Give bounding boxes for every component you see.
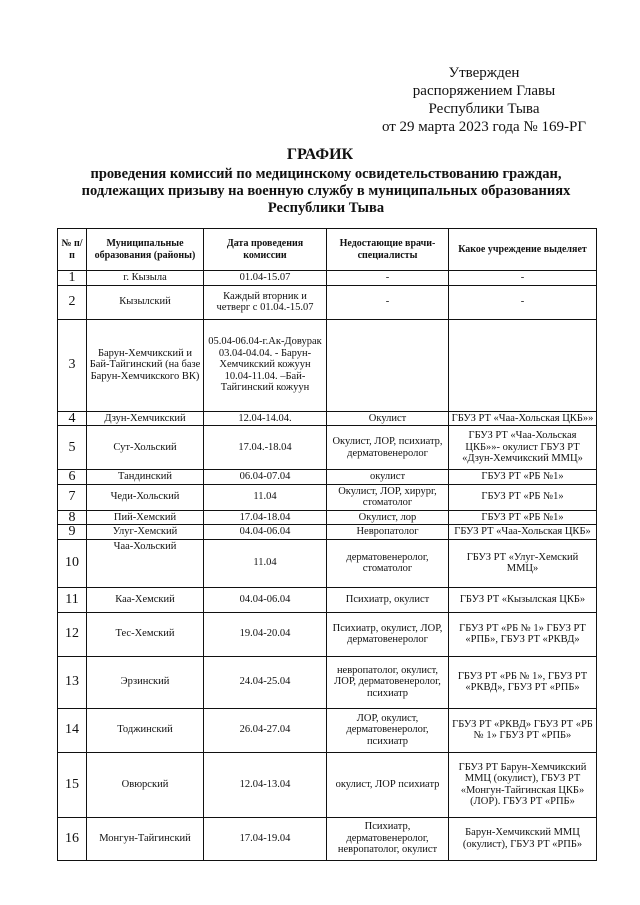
cell-date: 12.04-13.04 [204,752,327,817]
cell-municipality: г. Кызыла [87,271,204,286]
cell-missing: Психиатр, окулист [327,587,449,612]
cell-missing: - [327,271,449,286]
cell-num: 11 [58,587,87,612]
table-row [58,525,597,540]
cell-date: 26.04-27.04 [204,708,327,752]
table-row [58,817,597,860]
cell-municipality: Чаа-Хольский [87,539,204,587]
cell-date: Каждый вторник и четверг с 01.04.-15.07 [204,285,327,319]
cell-missing: Окулист, ЛОР, психиатр, дерматовенеролог [327,426,449,470]
cell-num: 16 [58,817,87,860]
cell-municipality: Барун-Хемчикский и Бай-Тайгинский (на базе Барун-Хемчикского ВК) [87,319,204,411]
table-row [58,411,597,426]
table-row [58,470,597,485]
approval-line-1: Утвержден [448,65,520,81]
cell-missing: Психиатр, дерматовенеролог, невропатолог, окулист [327,817,449,860]
cell-municipality: Монгун-Тайгинский [87,817,204,860]
table-row [58,285,597,319]
cell-num: 3 [58,319,87,411]
cell-num: 4 [58,411,87,426]
cell-institution [449,319,597,411]
cell-num: 2 [58,285,87,319]
cell-missing: Окулист, лор [327,510,449,525]
cell-date: 17.04-18.04 [204,510,327,525]
cell-date: 24.04-25.04 [204,656,327,708]
cell-missing: Невропатолог [327,525,449,540]
table-row [58,612,597,656]
cell-municipality: Сут-Хольский [87,426,204,470]
approval-line-4: от 29 марта 2023 года № 169-РГ [381,119,586,135]
cell-missing [327,319,449,411]
cell-institution: - [449,271,597,286]
cell-institution: ГБУЗ РТ «РБ № 1», ГБУЗ РТ «РКВД», ГБУЗ РТ «РПБ» [449,656,597,708]
cell-date: 04.04-06.04 [204,525,327,540]
cell-missing: окулист, ЛОР психиатр [327,752,449,817]
table-row [58,510,597,525]
cell-missing: окулист [327,470,449,485]
header-missing-doctors: Недостающие врачи-специалисты [327,229,449,271]
cell-institution: ГБУЗ РТ «Чаа-Хольская ЦКБ»» [449,411,597,426]
cell-municipality: Дзун-Хемчикский [87,411,204,426]
cell-municipality: Тес-Хемский [87,612,204,656]
cell-missing: Окулист, ЛОР, хирург, стоматолог [327,484,449,510]
cell-institution: ГБУЗ РТ Барун-Хемчикский ММЦ (окулист), ГБУЗ РТ «Монгун-Тайгинская ЦКБ» (ЛОР). ГБУЗ РТ «РПБ» [449,752,597,817]
table-row [58,708,597,752]
cell-num: 10 [58,539,87,587]
header-municipality: Муниципальные образования (районы) [87,229,204,271]
table-row [58,656,597,708]
cell-institution: ГБУЗ РТ «Чаа-Хольская ЦКБ»»- окулист ГБУЗ РТ «Дзун-Хемчикский ММЦ» [449,426,597,470]
cell-institution: Барун-Хемчикский ММЦ (окулист), ГБУЗ РТ «РПБ» [449,817,597,860]
cell-date: 12.04-14.04. [204,411,327,426]
table-row [58,319,597,411]
table-row [58,271,597,286]
cell-num: 12 [58,612,87,656]
cell-date: 19.04-20.04 [204,612,327,656]
cell-municipality: Эрзинский [87,656,204,708]
cell-institution: ГБУЗ РТ «Чаа-Хольская ЦКБ» [449,525,597,540]
cell-num: 14 [58,708,87,752]
cell-num: 9 [58,525,87,540]
document-subtitle: проведения комиссий по медицинскому освидетельствованию граждан, подлежащих призыву на военную службу в муниципальных образованиях Республики Тыва [81,166,571,216]
cell-municipality: Тоджинский [87,708,204,752]
table-header-row [58,229,597,271]
cell-institution: ГБУЗ РТ «РБ №1» [449,510,597,525]
cell-missing: ЛОР, окулист, дерматовенеролог, психиатр [327,708,449,752]
cell-num: 5 [58,426,87,470]
schedule-table [57,228,597,861]
table-row [58,752,597,817]
cell-municipality: Тандинский [87,470,204,485]
cell-date: 11.04 [204,484,327,510]
cell-date: 05.04-06.04-г.Ак-Довурак 03.04-04.04. - Барун-Хемчикский кожуун 10.04-11.04. –Бай-Тайгинский кожуун [204,319,327,411]
header-date: Дата проведения комиссии [204,229,327,271]
cell-institution: ГБУЗ РТ «РБ № 1» ГБУЗ РТ «РПБ», ГБУЗ РТ «РКВД» [449,612,597,656]
cell-num: 7 [58,484,87,510]
table-row [58,426,597,470]
cell-num: 13 [58,656,87,708]
table-row [58,484,597,510]
cell-institution: ГБУЗ РТ «Кызылская ЦКБ» [449,587,597,612]
approval-line-2: распоряжением Главы [412,83,556,99]
cell-institution: ГБУЗ РТ «РБ №1» [449,470,597,485]
cell-institution: ГБУЗ РТ «РБ №1» [449,484,597,510]
cell-missing: Окулист [327,411,449,426]
cell-missing: Психиатр, окулист, ЛОР, дерматовенеролог [327,612,449,656]
cell-date: 06.04-07.04 [204,470,327,485]
cell-date: 01.04-15.07 [204,271,327,286]
header-num: № п/п [58,229,87,271]
cell-num: 1 [58,271,87,286]
cell-municipality: Овюрский [87,752,204,817]
cell-num: 15 [58,752,87,817]
cell-missing: дерматовенеролог, стоматолог [327,539,449,587]
table-row [58,539,597,587]
cell-institution: - [449,285,597,319]
cell-municipality: Кызылский [87,285,204,319]
cell-date: 17.04-19.04 [204,817,327,860]
cell-municipality: Пий-Хемский [87,510,204,525]
cell-date: 17.04.-18.04 [204,426,327,470]
cell-num: 6 [58,470,87,485]
document-title: ГРАФИК [286,146,354,163]
cell-date: 04.04-06.04 [204,587,327,612]
cell-missing: невропатолог, окулист, ЛОР, дерматовенеролог, психиатр [327,656,449,708]
cell-institution: ГБУЗ РТ «РКВД» ГБУЗ РТ «РБ № 1» ГБУЗ РТ «РПБ» [449,708,597,752]
cell-date: 11.04 [204,539,327,587]
cell-municipality: Чеди-Хольский [87,484,204,510]
cell-municipality: Улуг-Хемский [87,525,204,540]
approval-block [382,64,586,136]
cell-missing: - [327,285,449,319]
approval-line-3: Республики Тыва [428,101,540,117]
cell-institution: ГБУЗ РТ «Улуг-Хемский ММЦ» [449,539,597,587]
table-row [58,587,597,612]
cell-municipality: Каа-Хемский [87,587,204,612]
header-institution: Какое учреждение выделяет [449,229,597,271]
cell-num: 8 [58,510,87,525]
